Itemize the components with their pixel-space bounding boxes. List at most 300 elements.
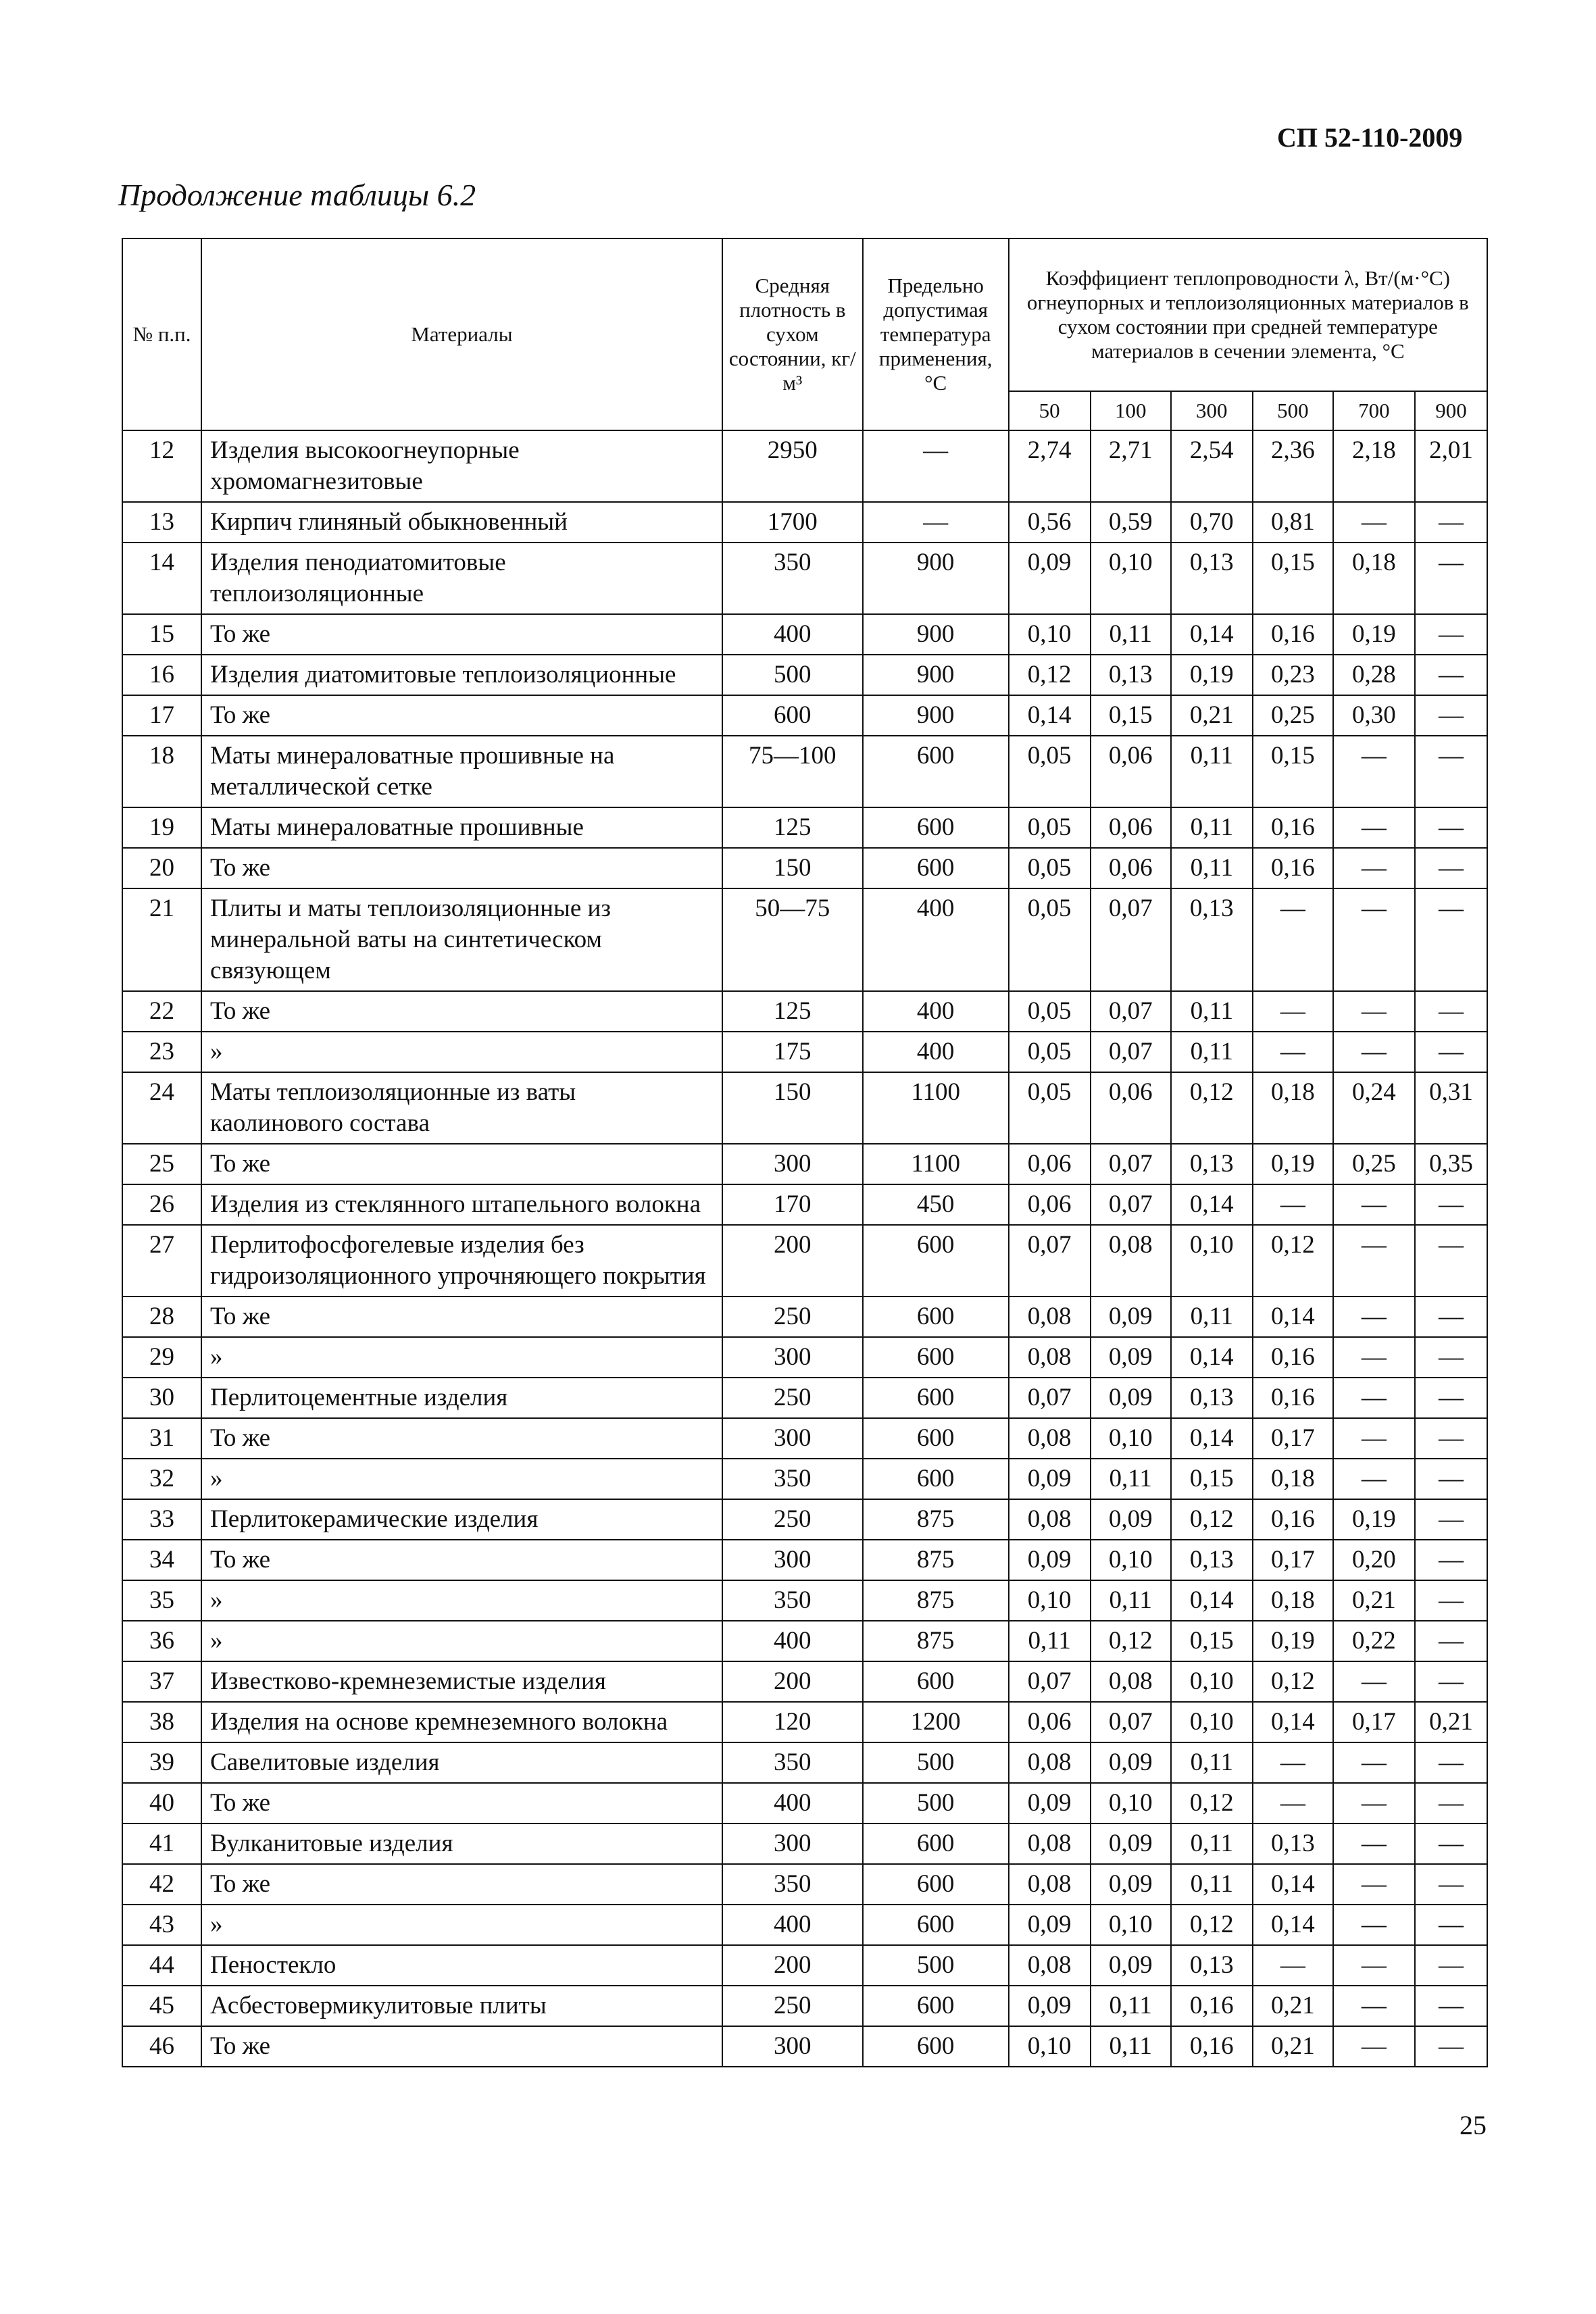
material-name: Савелитовые изделия bbox=[201, 1742, 722, 1783]
material-name: Изделия из стеклянного штапельного волокна bbox=[201, 1184, 722, 1225]
table-row bbox=[122, 1184, 1487, 1225]
max-temp-value: 1200 bbox=[863, 1702, 1009, 1742]
lambda-value: 0,14 bbox=[1171, 614, 1253, 655]
max-temp-value: 900 bbox=[863, 614, 1009, 655]
material-name: Изделия пенодиатомитовые теплоизоляционные bbox=[201, 543, 722, 614]
density-value: 350 bbox=[722, 1580, 863, 1621]
density-value: 120 bbox=[722, 1702, 863, 1742]
lambda-value: 0,18 bbox=[1253, 1072, 1333, 1144]
lambda-value: 0,21 bbox=[1333, 1580, 1415, 1621]
max-temp-value: 600 bbox=[863, 1225, 1009, 1297]
material-name: » bbox=[201, 1905, 722, 1945]
lambda-value: — bbox=[1333, 888, 1415, 991]
table-row bbox=[122, 1823, 1487, 1864]
max-temp-value: 600 bbox=[863, 2026, 1009, 2067]
lambda-value: 0,10 bbox=[1091, 1540, 1171, 1580]
lambda-value: 0,10 bbox=[1091, 1418, 1171, 1459]
lambda-value: 0,09 bbox=[1009, 543, 1091, 614]
table-row bbox=[122, 1032, 1487, 1072]
lambda-value: 0,08 bbox=[1009, 1418, 1091, 1459]
lambda-value: 0,06 bbox=[1009, 1144, 1091, 1184]
table-row bbox=[122, 1072, 1487, 1144]
lambda-value: 0,12 bbox=[1171, 1783, 1253, 1823]
lambda-value: — bbox=[1333, 1184, 1415, 1225]
lambda-value: — bbox=[1333, 2026, 1415, 2067]
lambda-value: 0,13 bbox=[1171, 1945, 1253, 1986]
row-number: 34 bbox=[122, 1540, 201, 1580]
table-continuation-title: Продолжение таблицы 6.2 bbox=[118, 178, 476, 212]
density-value: 400 bbox=[722, 1783, 863, 1823]
table-row bbox=[122, 543, 1487, 614]
material-name: Перлитоцементные изделия bbox=[201, 1378, 722, 1418]
lambda-value: 0,16 bbox=[1253, 1337, 1333, 1378]
row-number: 40 bbox=[122, 1783, 201, 1823]
density-value: 170 bbox=[722, 1184, 863, 1225]
lambda-value: — bbox=[1415, 1945, 1487, 1986]
lambda-value: — bbox=[1415, 736, 1487, 807]
row-number: 30 bbox=[122, 1378, 201, 1418]
lambda-value: — bbox=[1333, 848, 1415, 888]
density-value: 250 bbox=[722, 1378, 863, 1418]
lambda-value: 0,11 bbox=[1171, 1032, 1253, 1072]
table-row bbox=[122, 848, 1487, 888]
table-row bbox=[122, 502, 1487, 543]
max-temp-value: 900 bbox=[863, 695, 1009, 736]
lambda-value: 0,11 bbox=[1091, 1986, 1171, 2026]
lambda-value: 0,10 bbox=[1091, 1905, 1171, 1945]
lambda-value: — bbox=[1415, 695, 1487, 736]
density-value: 300 bbox=[722, 1540, 863, 1580]
max-temp-value: 600 bbox=[863, 1986, 1009, 2026]
table-row bbox=[122, 1986, 1487, 2026]
header-max-temp: Предельно допустимая температура применения, °С bbox=[863, 238, 1009, 430]
table-row bbox=[122, 1621, 1487, 1661]
max-temp-value: 875 bbox=[863, 1580, 1009, 1621]
lambda-value: 0,06 bbox=[1091, 848, 1171, 888]
density-value: 125 bbox=[722, 807, 863, 848]
lambda-value: 0,05 bbox=[1009, 991, 1091, 1032]
table-row bbox=[122, 430, 1487, 502]
lambda-value: 0,16 bbox=[1171, 2026, 1253, 2067]
material-name: Пеностекло bbox=[201, 1945, 722, 1986]
row-number: 19 bbox=[122, 807, 201, 848]
table-row bbox=[122, 2026, 1487, 2067]
lambda-value: 0,19 bbox=[1333, 614, 1415, 655]
material-name: То же bbox=[201, 1864, 722, 1905]
max-temp-value: — bbox=[863, 502, 1009, 543]
max-temp-value: 600 bbox=[863, 1905, 1009, 1945]
lambda-value: — bbox=[1333, 1032, 1415, 1072]
density-value: 75—100 bbox=[722, 736, 863, 807]
table-row bbox=[122, 1297, 1487, 1337]
table-row bbox=[122, 1661, 1487, 1702]
max-temp-value: 500 bbox=[863, 1945, 1009, 1986]
lambda-value: 0,11 bbox=[1171, 807, 1253, 848]
page-number: 25 bbox=[1460, 2110, 1487, 2140]
lambda-value: — bbox=[1415, 1032, 1487, 1072]
lambda-value: 0,06 bbox=[1091, 736, 1171, 807]
lambda-value: 2,18 bbox=[1333, 430, 1415, 502]
lambda-value: — bbox=[1415, 1418, 1487, 1459]
material-name: » bbox=[201, 1459, 722, 1499]
lambda-value: 0,07 bbox=[1009, 1661, 1091, 1702]
max-temp-value: 500 bbox=[863, 1783, 1009, 1823]
lambda-value: — bbox=[1333, 1986, 1415, 2026]
lambda-value: 0,19 bbox=[1253, 1144, 1333, 1184]
row-number: 42 bbox=[122, 1864, 201, 1905]
thermal-conductivity-table bbox=[122, 238, 1488, 2067]
max-temp-value: — bbox=[863, 430, 1009, 502]
lambda-value: — bbox=[1415, 543, 1487, 614]
lambda-value: 0,25 bbox=[1333, 1144, 1415, 1184]
row-number: 13 bbox=[122, 502, 201, 543]
lambda-value: 0,11 bbox=[1091, 1459, 1171, 1499]
lambda-value: 0,15 bbox=[1253, 543, 1333, 614]
lambda-value: — bbox=[1415, 1905, 1487, 1945]
lambda-value: — bbox=[1415, 807, 1487, 848]
lambda-value: 0,06 bbox=[1009, 1184, 1091, 1225]
lambda-value: 0,16 bbox=[1171, 1986, 1253, 2026]
lambda-value: — bbox=[1415, 2026, 1487, 2067]
lambda-value: 0,07 bbox=[1091, 1184, 1171, 1225]
density-value: 400 bbox=[722, 1621, 863, 1661]
material-name: Кирпич глиняный обыкновенный bbox=[201, 502, 722, 543]
lambda-value: 0,07 bbox=[1009, 1225, 1091, 1297]
lambda-value: 0,10 bbox=[1091, 543, 1171, 614]
lambda-value: 0,25 bbox=[1253, 695, 1333, 736]
lambda-value: — bbox=[1333, 1418, 1415, 1459]
material-name: Перлитофосфогелевые изделия без гидроизоляционного упрочняющего покрытия bbox=[201, 1225, 722, 1297]
lambda-value: 0,10 bbox=[1009, 614, 1091, 655]
max-temp-value: 900 bbox=[863, 543, 1009, 614]
material-name: » bbox=[201, 1337, 722, 1378]
row-number: 29 bbox=[122, 1337, 201, 1378]
lambda-value: — bbox=[1415, 1823, 1487, 1864]
max-temp-value: 600 bbox=[863, 1661, 1009, 1702]
density-value: 150 bbox=[722, 848, 863, 888]
lambda-value: 0,21 bbox=[1415, 1702, 1487, 1742]
material-name: Маты теплоизоляционные из ваты каолинового состава bbox=[201, 1072, 722, 1144]
table-row bbox=[122, 1378, 1487, 1418]
lambda-value: 0,31 bbox=[1415, 1072, 1487, 1144]
row-number: 20 bbox=[122, 848, 201, 888]
lambda-value: 0,10 bbox=[1171, 1225, 1253, 1297]
lambda-value: 0,13 bbox=[1171, 1144, 1253, 1184]
lambda-value: 0,09 bbox=[1091, 1945, 1171, 1986]
max-temp-value: 500 bbox=[863, 1742, 1009, 1783]
lambda-value: 0,16 bbox=[1253, 614, 1333, 655]
lambda-value: — bbox=[1415, 1459, 1487, 1499]
lambda-value: — bbox=[1415, 1337, 1487, 1378]
lambda-value: — bbox=[1415, 1184, 1487, 1225]
table-row bbox=[122, 1905, 1487, 1945]
density-value: 350 bbox=[722, 543, 863, 614]
row-number: 39 bbox=[122, 1742, 201, 1783]
lambda-value: 0,17 bbox=[1333, 1702, 1415, 1742]
lambda-value: — bbox=[1253, 1783, 1333, 1823]
density-value: 300 bbox=[722, 1823, 863, 1864]
density-value: 150 bbox=[722, 1072, 863, 1144]
lambda-value: 0,05 bbox=[1009, 1072, 1091, 1144]
lambda-value: 0,06 bbox=[1091, 807, 1171, 848]
lambda-value: 0,12 bbox=[1171, 1499, 1253, 1540]
lambda-value: 0,05 bbox=[1009, 848, 1091, 888]
lambda-value: 0,11 bbox=[1091, 1580, 1171, 1621]
lambda-value: — bbox=[1415, 1225, 1487, 1297]
row-number: 16 bbox=[122, 655, 201, 695]
lambda-value: — bbox=[1333, 1823, 1415, 1864]
lambda-value: 0,09 bbox=[1009, 1783, 1091, 1823]
table-row bbox=[122, 888, 1487, 991]
table-row bbox=[122, 1499, 1487, 1540]
material-name: » bbox=[201, 1032, 722, 1072]
lambda-value: 0,10 bbox=[1091, 1783, 1171, 1823]
lambda-value: 0,14 bbox=[1253, 1864, 1333, 1905]
lambda-value: 0,06 bbox=[1009, 1702, 1091, 1742]
lambda-value: — bbox=[1415, 991, 1487, 1032]
lambda-value: 0,10 bbox=[1009, 1580, 1091, 1621]
lambda-value: 0,14 bbox=[1253, 1702, 1333, 1742]
max-temp-value: 600 bbox=[863, 807, 1009, 848]
row-number: 32 bbox=[122, 1459, 201, 1499]
lambda-value: 0,13 bbox=[1171, 1540, 1253, 1580]
lambda-value: — bbox=[1415, 1499, 1487, 1540]
lambda-value: 0,05 bbox=[1009, 736, 1091, 807]
lambda-value: 2,71 bbox=[1091, 430, 1171, 502]
lambda-value: 0,07 bbox=[1091, 1144, 1171, 1184]
max-temp-value: 600 bbox=[863, 1297, 1009, 1337]
lambda-value: 0,07 bbox=[1009, 1378, 1091, 1418]
lambda-value: — bbox=[1333, 1297, 1415, 1337]
row-number: 26 bbox=[122, 1184, 201, 1225]
row-number: 21 bbox=[122, 888, 201, 991]
lambda-value: — bbox=[1415, 848, 1487, 888]
row-number: 35 bbox=[122, 1580, 201, 1621]
table-row bbox=[122, 1580, 1487, 1621]
lambda-value: — bbox=[1253, 1742, 1333, 1783]
lambda-value: — bbox=[1415, 1540, 1487, 1580]
lambda-value: 0,05 bbox=[1009, 1032, 1091, 1072]
max-temp-value: 1100 bbox=[863, 1072, 1009, 1144]
lambda-value: 0,07 bbox=[1091, 1702, 1171, 1742]
lambda-value: 0,10 bbox=[1171, 1661, 1253, 1702]
lambda-value: 0,14 bbox=[1171, 1184, 1253, 1225]
lambda-value: 0,05 bbox=[1009, 807, 1091, 848]
lambda-value: — bbox=[1333, 807, 1415, 848]
table-container bbox=[122, 238, 1488, 2067]
lambda-value: 0,16 bbox=[1253, 1378, 1333, 1418]
lambda-value: 0,08 bbox=[1091, 1661, 1171, 1702]
lambda-value: 0,09 bbox=[1091, 1499, 1171, 1540]
density-value: 500 bbox=[722, 655, 863, 695]
lambda-value: 0,12 bbox=[1253, 1661, 1333, 1702]
lambda-value: 0,21 bbox=[1171, 695, 1253, 736]
header-temp: 500 bbox=[1253, 391, 1333, 430]
table-row bbox=[122, 1337, 1487, 1378]
lambda-value: 0,11 bbox=[1171, 1297, 1253, 1337]
document-code: СП 52-110-2009 bbox=[1277, 122, 1463, 153]
lambda-value: 0,08 bbox=[1009, 1945, 1091, 1986]
lambda-value: 0,08 bbox=[1009, 1742, 1091, 1783]
lambda-value: 0,08 bbox=[1009, 1297, 1091, 1337]
header-temp: 50 bbox=[1009, 391, 1091, 430]
max-temp-value: 400 bbox=[863, 991, 1009, 1032]
max-temp-value: 600 bbox=[863, 1378, 1009, 1418]
lambda-value: — bbox=[1415, 1986, 1487, 2026]
table-body bbox=[122, 430, 1487, 2067]
lambda-value: — bbox=[1333, 736, 1415, 807]
lambda-value: 0,11 bbox=[1171, 1823, 1253, 1864]
table-row bbox=[122, 1864, 1487, 1905]
lambda-value: 0,08 bbox=[1009, 1823, 1091, 1864]
max-temp-value: 600 bbox=[863, 1459, 1009, 1499]
table-row bbox=[122, 1418, 1487, 1459]
lambda-value: — bbox=[1333, 1742, 1415, 1783]
max-temp-value: 400 bbox=[863, 1032, 1009, 1072]
header-temp: 900 bbox=[1415, 391, 1487, 430]
density-value: 2950 bbox=[722, 430, 863, 502]
lambda-value: 0,08 bbox=[1009, 1337, 1091, 1378]
table-row bbox=[122, 1144, 1487, 1184]
lambda-value: 0,09 bbox=[1009, 1986, 1091, 2026]
row-number: 33 bbox=[122, 1499, 201, 1540]
table-row bbox=[122, 695, 1487, 736]
material-name: То же bbox=[201, 695, 722, 736]
row-number: 46 bbox=[122, 2026, 201, 2067]
row-number: 24 bbox=[122, 1072, 201, 1144]
lambda-value: 0,17 bbox=[1253, 1540, 1333, 1580]
lambda-value: 0,14 bbox=[1171, 1418, 1253, 1459]
row-number: 45 bbox=[122, 1986, 201, 2026]
lambda-value: 0,12 bbox=[1253, 1225, 1333, 1297]
lambda-value: 0,09 bbox=[1091, 1297, 1171, 1337]
lambda-value: 0,13 bbox=[1171, 888, 1253, 991]
lambda-value: 2,54 bbox=[1171, 430, 1253, 502]
material-name: То же bbox=[201, 1418, 722, 1459]
row-number: 43 bbox=[122, 1905, 201, 1945]
material-name: » bbox=[201, 1580, 722, 1621]
lambda-value: 0,23 bbox=[1253, 655, 1333, 695]
material-name: То же bbox=[201, 1783, 722, 1823]
lambda-value: 0,09 bbox=[1091, 1742, 1171, 1783]
lambda-value: 0,11 bbox=[1171, 1864, 1253, 1905]
density-value: 200 bbox=[722, 1225, 863, 1297]
header-temp: 100 bbox=[1091, 391, 1171, 430]
lambda-value: — bbox=[1253, 1184, 1333, 1225]
lambda-value: 0,13 bbox=[1171, 1378, 1253, 1418]
row-number: 41 bbox=[122, 1823, 201, 1864]
row-number: 25 bbox=[122, 1144, 201, 1184]
lambda-value: — bbox=[1333, 1378, 1415, 1418]
lambda-value: 0,08 bbox=[1009, 1864, 1091, 1905]
table-row bbox=[122, 1945, 1487, 1986]
material-name: Изделия на основе кремнеземного волокна bbox=[201, 1702, 722, 1742]
max-temp-value: 600 bbox=[863, 1418, 1009, 1459]
lambda-value: — bbox=[1333, 1661, 1415, 1702]
row-number: 17 bbox=[122, 695, 201, 736]
header-temp: 300 bbox=[1171, 391, 1253, 430]
lambda-value: 0,15 bbox=[1171, 1621, 1253, 1661]
lambda-value: 0,12 bbox=[1009, 655, 1091, 695]
lambda-value: 0,35 bbox=[1415, 1144, 1487, 1184]
material-name: То же bbox=[201, 1144, 722, 1184]
table-header bbox=[122, 238, 1487, 430]
density-value: 350 bbox=[722, 1742, 863, 1783]
density-value: 350 bbox=[722, 1864, 863, 1905]
lambda-value: 0,30 bbox=[1333, 695, 1415, 736]
lambda-value: — bbox=[1333, 1459, 1415, 1499]
lambda-value: 0,19 bbox=[1333, 1499, 1415, 1540]
density-value: 125 bbox=[722, 991, 863, 1032]
max-temp-value: 450 bbox=[863, 1184, 1009, 1225]
material-name: Маты минераловатные прошивные bbox=[201, 807, 722, 848]
lambda-value: — bbox=[1333, 1225, 1415, 1297]
table-row bbox=[122, 1459, 1487, 1499]
density-value: 300 bbox=[722, 2026, 863, 2067]
max-temp-value: 875 bbox=[863, 1499, 1009, 1540]
material-name: То же bbox=[201, 1297, 722, 1337]
lambda-value: 2,74 bbox=[1009, 430, 1091, 502]
table-row bbox=[122, 1702, 1487, 1742]
row-number: 37 bbox=[122, 1661, 201, 1702]
lambda-value: — bbox=[1415, 655, 1487, 695]
lambda-value: 0,09 bbox=[1091, 1864, 1171, 1905]
row-number: 23 bbox=[122, 1032, 201, 1072]
lambda-value: 0,12 bbox=[1171, 1072, 1253, 1144]
density-value: 300 bbox=[722, 1144, 863, 1184]
lambda-value: 0,13 bbox=[1253, 1823, 1333, 1864]
density-value: 400 bbox=[722, 1905, 863, 1945]
row-number: 38 bbox=[122, 1702, 201, 1742]
lambda-value: 0,07 bbox=[1091, 888, 1171, 991]
lambda-value: 0,22 bbox=[1333, 1621, 1415, 1661]
lambda-value: 0,19 bbox=[1171, 655, 1253, 695]
lambda-value: — bbox=[1415, 614, 1487, 655]
density-value: 250 bbox=[722, 1499, 863, 1540]
lambda-value: 0,05 bbox=[1009, 888, 1091, 991]
header-temp: 700 bbox=[1333, 391, 1415, 430]
material-name: То же bbox=[201, 2026, 722, 2067]
max-temp-value: 1100 bbox=[863, 1144, 1009, 1184]
lambda-value: 0,15 bbox=[1091, 695, 1171, 736]
max-temp-value: 875 bbox=[863, 1621, 1009, 1661]
table-row bbox=[122, 1783, 1487, 1823]
material-name: То же bbox=[201, 991, 722, 1032]
lambda-value: 0,19 bbox=[1253, 1621, 1333, 1661]
lambda-value: 0,07 bbox=[1091, 1032, 1171, 1072]
lambda-value: 0,09 bbox=[1091, 1378, 1171, 1418]
max-temp-value: 600 bbox=[863, 736, 1009, 807]
row-number: 15 bbox=[122, 614, 201, 655]
density-value: 250 bbox=[722, 1297, 863, 1337]
lambda-value: 0,11 bbox=[1171, 1742, 1253, 1783]
density-value: 1700 bbox=[722, 502, 863, 543]
lambda-value: 0,16 bbox=[1253, 1499, 1333, 1540]
lambda-value: 0,21 bbox=[1253, 2026, 1333, 2067]
header-material: Материалы bbox=[201, 238, 722, 430]
row-number: 27 bbox=[122, 1225, 201, 1297]
lambda-value: 0,12 bbox=[1091, 1621, 1171, 1661]
lambda-value: — bbox=[1333, 1945, 1415, 1986]
lambda-value: 0,24 bbox=[1333, 1072, 1415, 1144]
lambda-value: — bbox=[1415, 888, 1487, 991]
table-row bbox=[122, 1742, 1487, 1783]
lambda-value: — bbox=[1415, 1783, 1487, 1823]
max-temp-value: 600 bbox=[863, 1823, 1009, 1864]
lambda-value: — bbox=[1415, 1661, 1487, 1702]
lambda-value: — bbox=[1253, 991, 1333, 1032]
lambda-value: 0,10 bbox=[1009, 2026, 1091, 2067]
